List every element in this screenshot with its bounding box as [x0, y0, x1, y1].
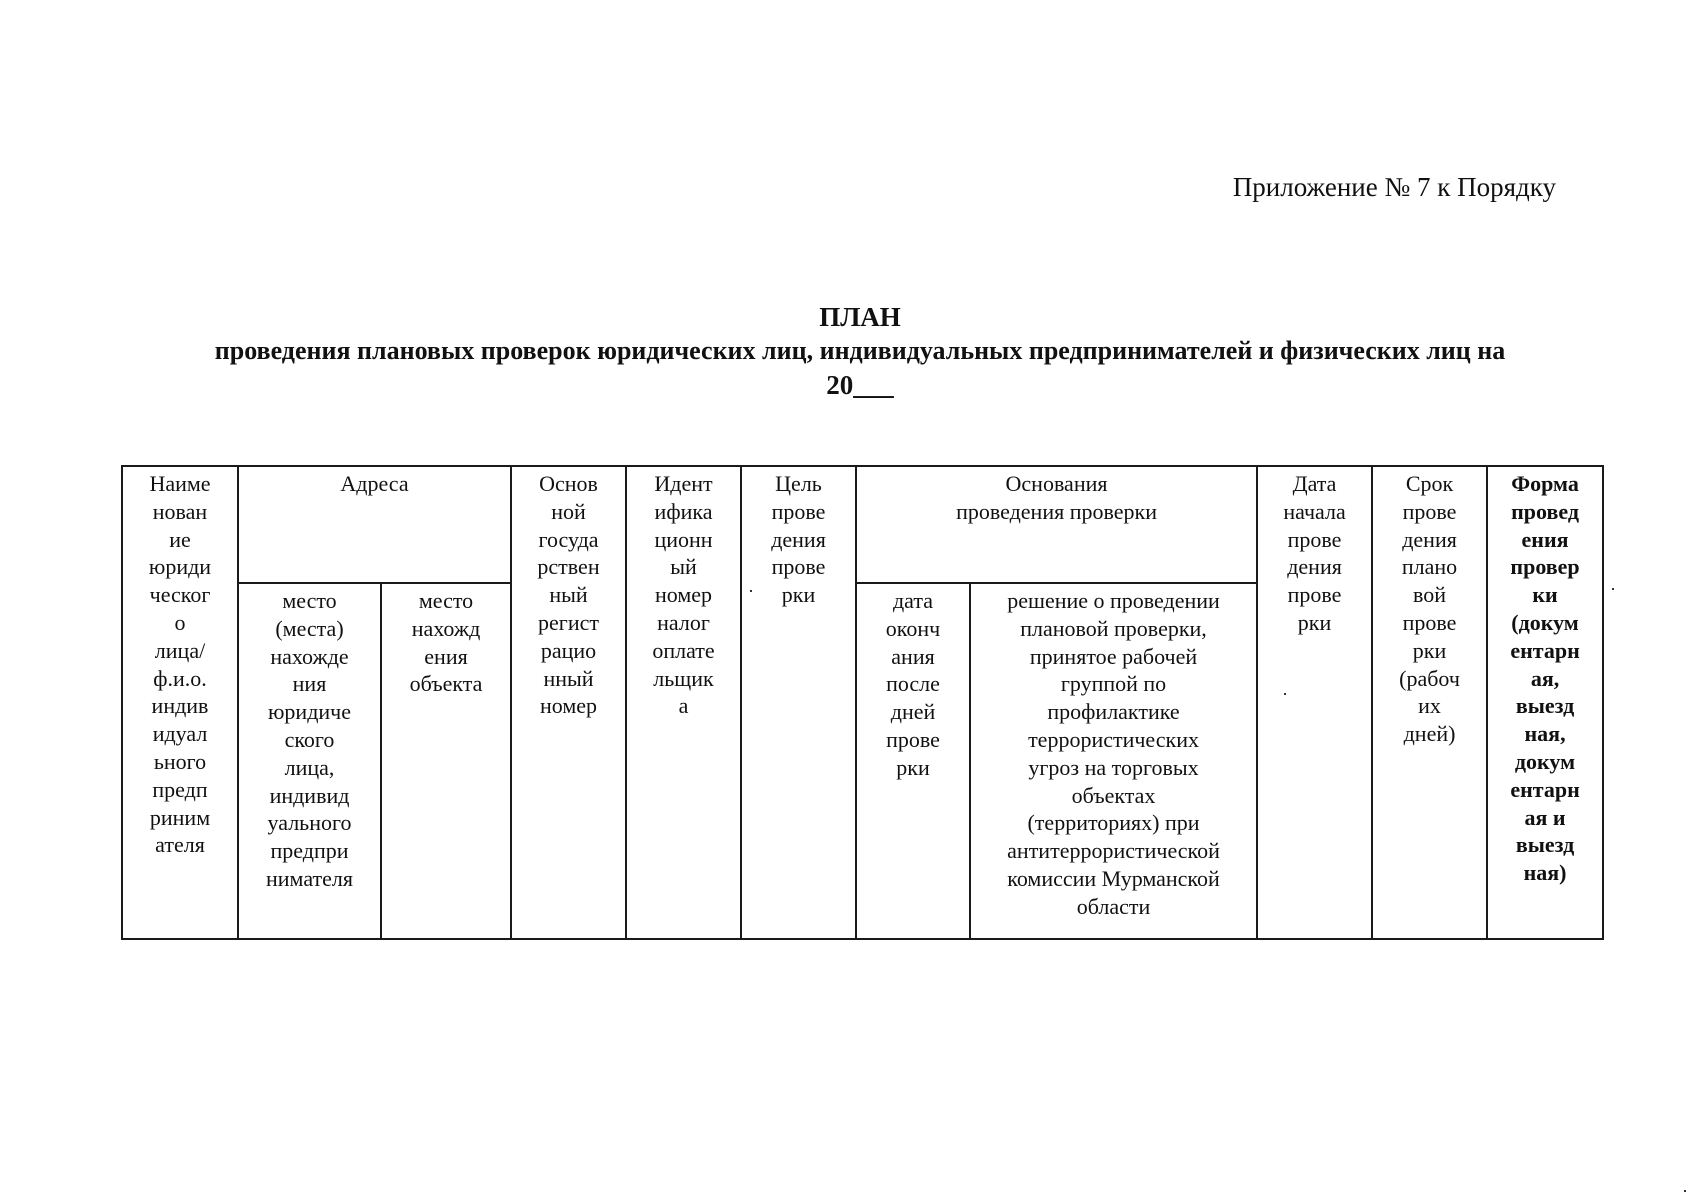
table-header-row-1 [122, 466, 1603, 583]
header-cell-grounds [856, 466, 1257, 583]
header-start-date: Дата начала прове дения прове рки [1283, 471, 1346, 635]
header-form: Форма провед ения провер ки (докум ентарн ая, выезд ная, докум ентарн ая и выезд ная) [1510, 471, 1580, 886]
scan-speck [1612, 588, 1614, 590]
header-purpose: Цель прове дения прове рки [771, 471, 826, 608]
appendix-label: Приложение № 7 к Порядку [1232, 172, 1556, 202]
plan-year: 20___ [826, 370, 894, 400]
header-cell-inn [626, 466, 741, 939]
subheader-grounds-decision: решение о проведении плановой проверки, принятое рабочей группой по профилактике террористических угроз на торговых объектах (территориях) при антитеррористической комиссии Мурманской области [1007, 588, 1220, 919]
plan-table [121, 465, 1604, 940]
header-cell-form [1487, 466, 1603, 939]
subheader-cell-addr-entity [238, 583, 381, 939]
page-title: ПЛАН [819, 302, 901, 332]
subheader-cell-grounds-date [856, 583, 970, 939]
scan-speck [1284, 693, 1286, 695]
header-addresses: Адреса [340, 471, 409, 496]
header-inn: Идент ифика ционн ый номер налог оплате льщик а [652, 471, 715, 719]
title-block [120, 300, 1600, 402]
header-cell-name [122, 466, 238, 939]
header-cell-duration [1372, 466, 1487, 939]
header-cell-start-date [1257, 466, 1372, 939]
subheader-addr-entity: место (места) нахожде ния юридиче ского лица, индивид уального предпри нимателя [266, 588, 353, 891]
header-cell-addresses [238, 466, 511, 583]
header-duration: Срок прове дения плано вой прове рки (рабоч их дней) [1399, 471, 1460, 747]
subheader-cell-grounds-decision [970, 583, 1257, 939]
header-name: Наиме нован ие юриди ческог о лица/ ф.и.о. индив идуал ьного предп риним ателя [148, 471, 212, 858]
subheader-grounds-date: дата оконч ания после дней прове рки [885, 588, 941, 780]
header-ogrn: Основ ной госуда рствен ный регист рацио нный номер [537, 471, 600, 719]
scan-speck [1684, 1190, 1686, 1192]
subheader-addr-object: место нахожд ения объекта [409, 588, 483, 697]
header-grounds: Основания проведения проверки [956, 471, 1157, 524]
scan-speck [750, 590, 752, 592]
header-cell-ogrn [511, 466, 626, 939]
header-cell-purpose [741, 466, 856, 939]
subheader-cell-addr-object [381, 583, 511, 939]
page-subtitle: проведения плановых проверок юридических лиц, индивидуальных предпринимателей и физических лиц на [214, 336, 1506, 365]
